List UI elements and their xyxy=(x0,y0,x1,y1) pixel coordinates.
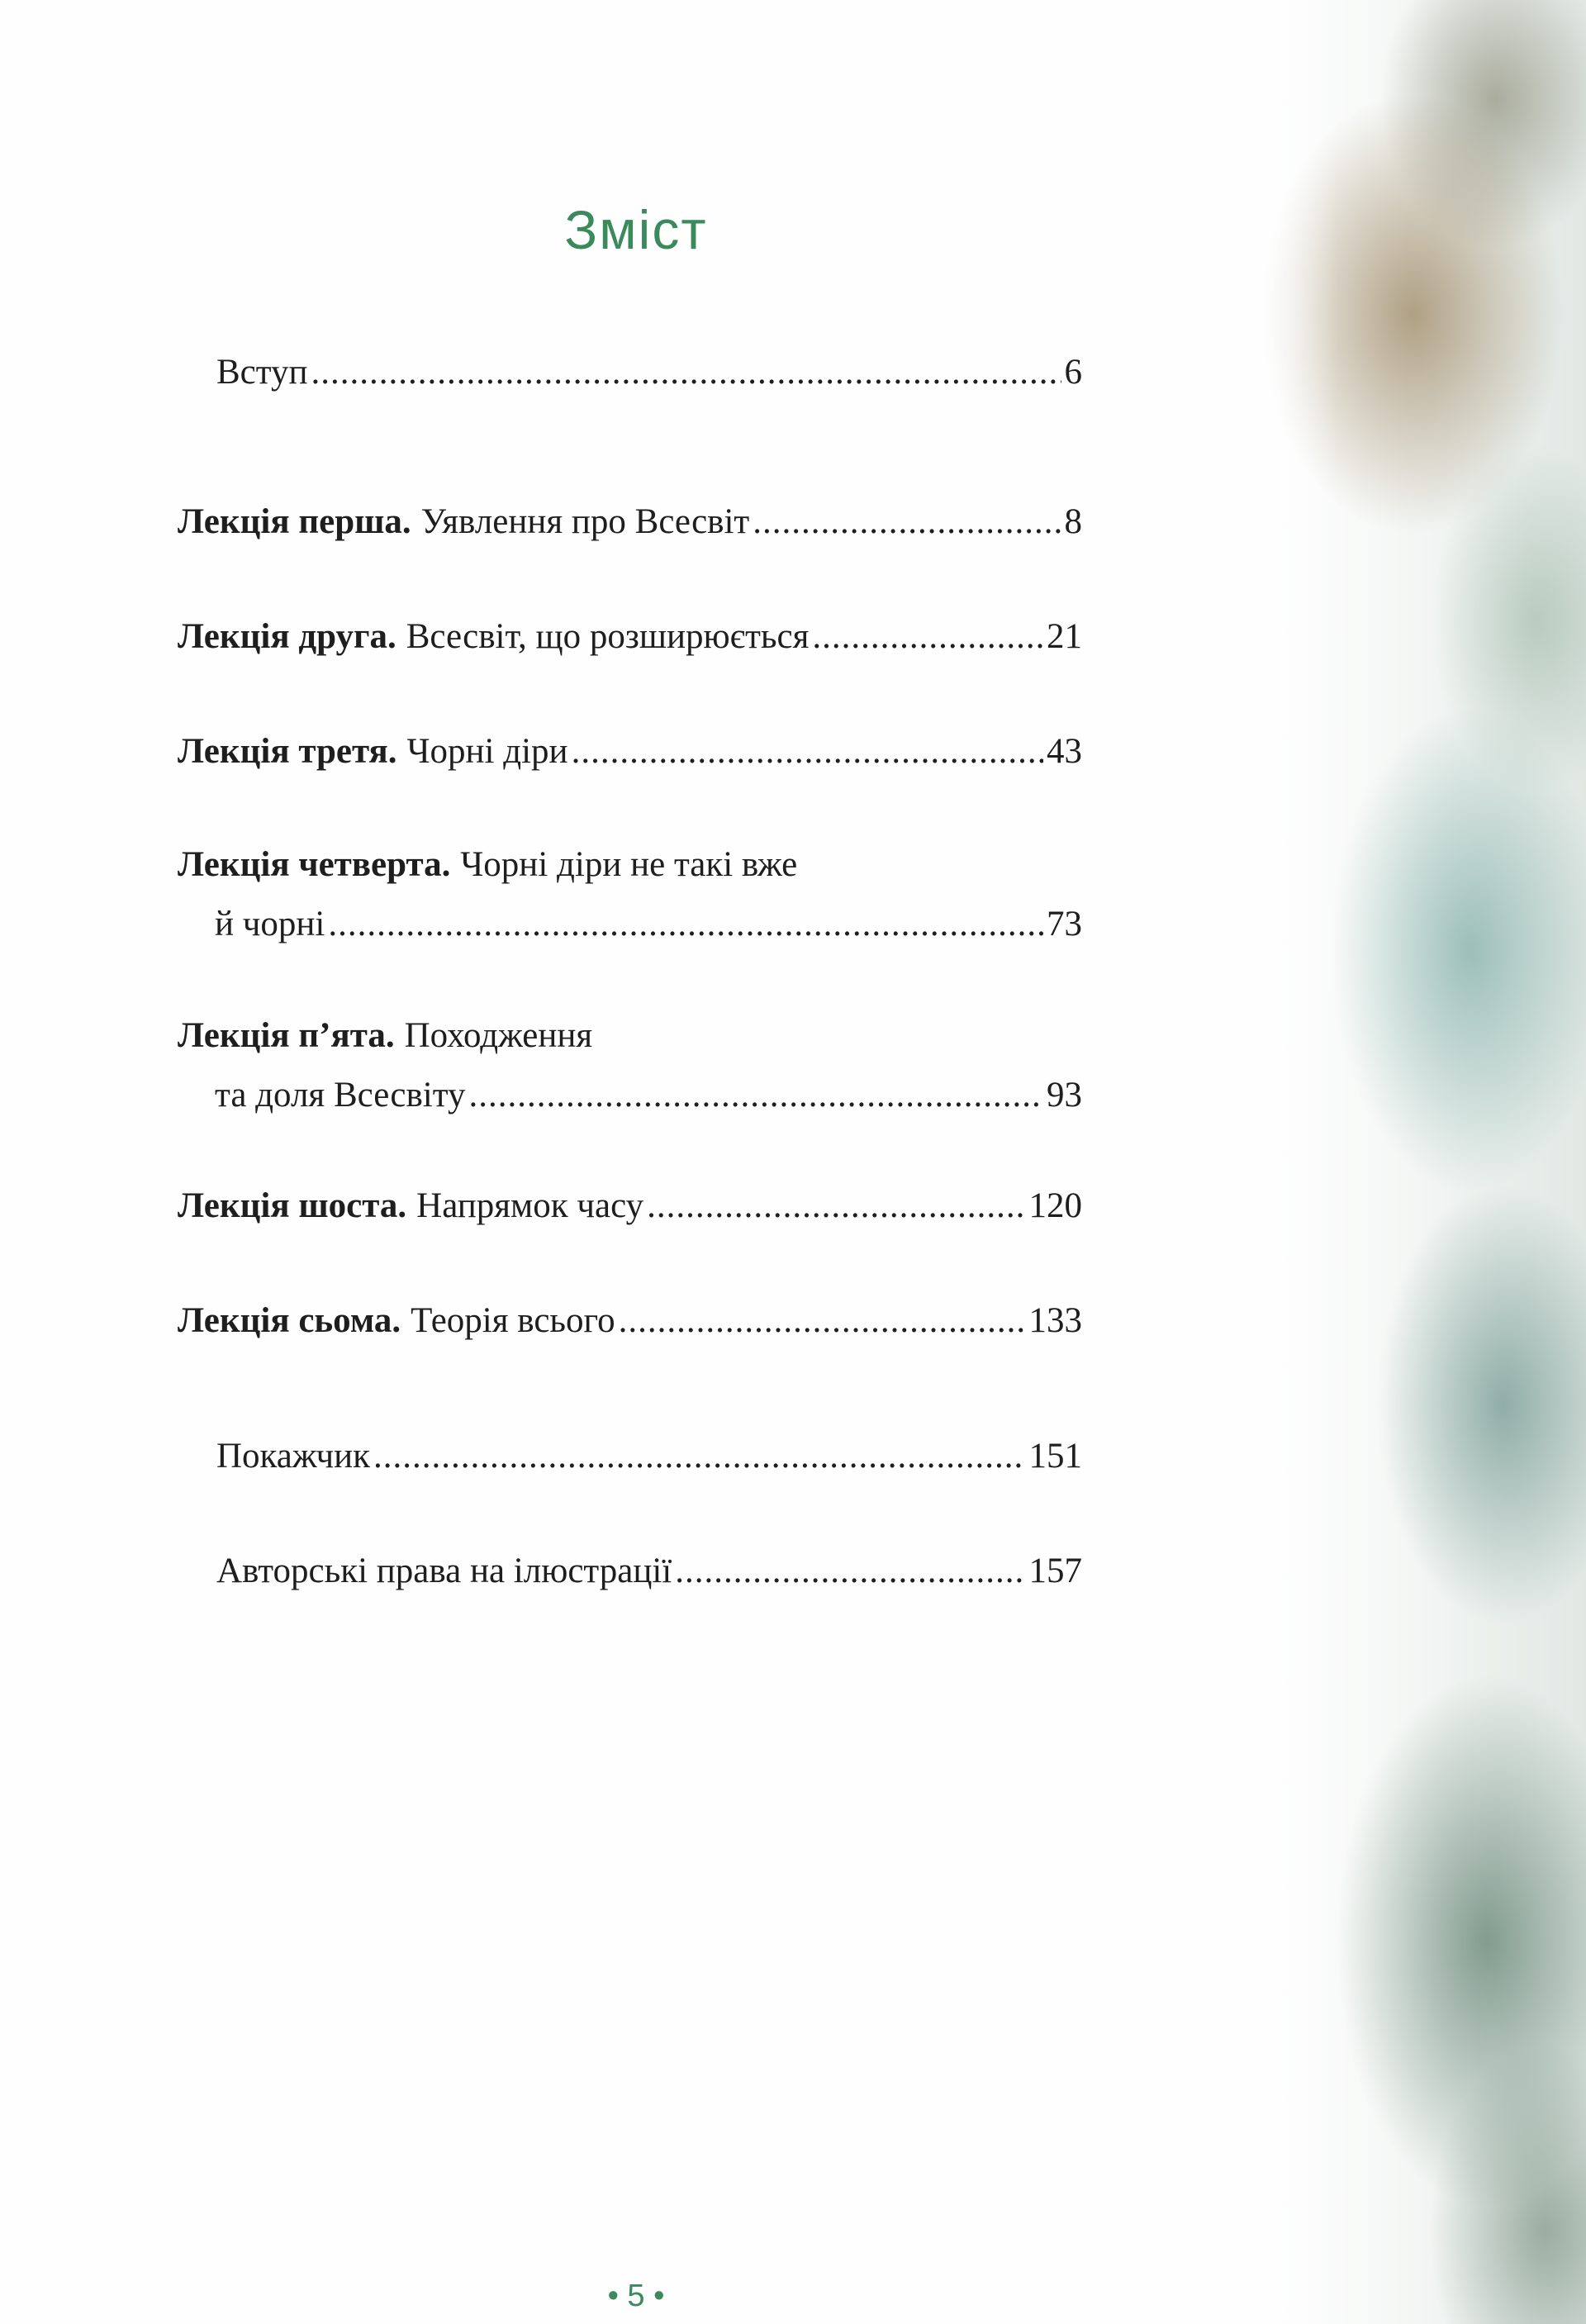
toc-entry-intro xyxy=(216,343,1082,402)
toc-entry-lecture-1 xyxy=(178,492,1082,552)
toc-entry-lecture-3 xyxy=(178,722,1082,782)
toc-entry-text: Чорні діри xyxy=(406,732,568,771)
toc-entry-text-continued: та доля Всесвіту xyxy=(215,1076,466,1114)
dot-leader xyxy=(572,722,1043,782)
toc-entry-lecture-2 xyxy=(178,607,1082,667)
dot-leader xyxy=(328,895,1043,954)
toc-lecture-label: Лекція третя. xyxy=(178,732,397,771)
toc-entry-illustration-credits xyxy=(216,1542,1082,1601)
dot-leader xyxy=(311,343,1061,402)
toc-page-number: 151 xyxy=(1028,1437,1082,1476)
dot-leader xyxy=(468,1066,1043,1125)
toc-lecture-label: Лекція шоста. xyxy=(178,1186,407,1225)
toc-entry-lecture-6 xyxy=(178,1176,1082,1236)
toc-entry-text: Напрямок часу xyxy=(416,1186,644,1225)
toc-entry-text: Авторські права на ілюстрації xyxy=(216,1552,672,1590)
toc-entry-lecture-5 xyxy=(178,1006,1082,1125)
toc-page-number: 21 xyxy=(1047,617,1082,656)
toc-entry-lecture-4 xyxy=(178,835,1082,954)
page-title: Зміст xyxy=(564,199,708,260)
toc-page-number: 73 xyxy=(1047,905,1082,943)
toc-lecture-label: Лекція п’ята. xyxy=(178,1016,395,1055)
toc-lecture-label: Лекція перша. xyxy=(178,502,411,541)
toc-page-number: 133 xyxy=(1028,1301,1082,1340)
dot-leader xyxy=(812,607,1043,667)
toc-entry-text: Уявлення про Всесвіт xyxy=(420,502,750,541)
toc-entry-text: Покажчик xyxy=(216,1437,371,1476)
dot-leader xyxy=(373,1427,1025,1486)
toc-page-number: 120 xyxy=(1028,1186,1082,1225)
toc-entry-text: Вступ xyxy=(216,353,308,392)
toc-page-number: 43 xyxy=(1047,732,1082,771)
toc-entry-text: Теорія всього xyxy=(411,1301,615,1340)
toc-entry-text: Походження xyxy=(404,1016,593,1055)
toc-entry-lecture-7 xyxy=(178,1291,1082,1351)
dot-leader xyxy=(753,492,1061,552)
toc-lecture-label: Лекція четверта. xyxy=(178,845,451,884)
toc-page-number: 157 xyxy=(1028,1552,1082,1590)
toc-page-number: 6 xyxy=(1064,353,1082,392)
toc-page-number: 93 xyxy=(1047,1076,1082,1114)
toc-entry-text: Чорні діри не такі вже xyxy=(460,845,798,884)
toc-entry-text: Всесвіт, що розширюється xyxy=(406,617,810,656)
toc-lecture-label: Лекція сьома. xyxy=(178,1301,401,1340)
dot-leader xyxy=(675,1542,1025,1601)
toc-lecture-label: Лекція друга. xyxy=(178,617,396,656)
toc-page-number: 8 xyxy=(1064,502,1082,541)
dot-leader xyxy=(619,1291,1026,1351)
toc-entry-index xyxy=(216,1427,1082,1486)
toc-entry-text-continued: й чорні xyxy=(215,905,325,943)
dot-leader xyxy=(647,1176,1025,1236)
page-number-folio: • 5 • xyxy=(607,2279,665,2313)
